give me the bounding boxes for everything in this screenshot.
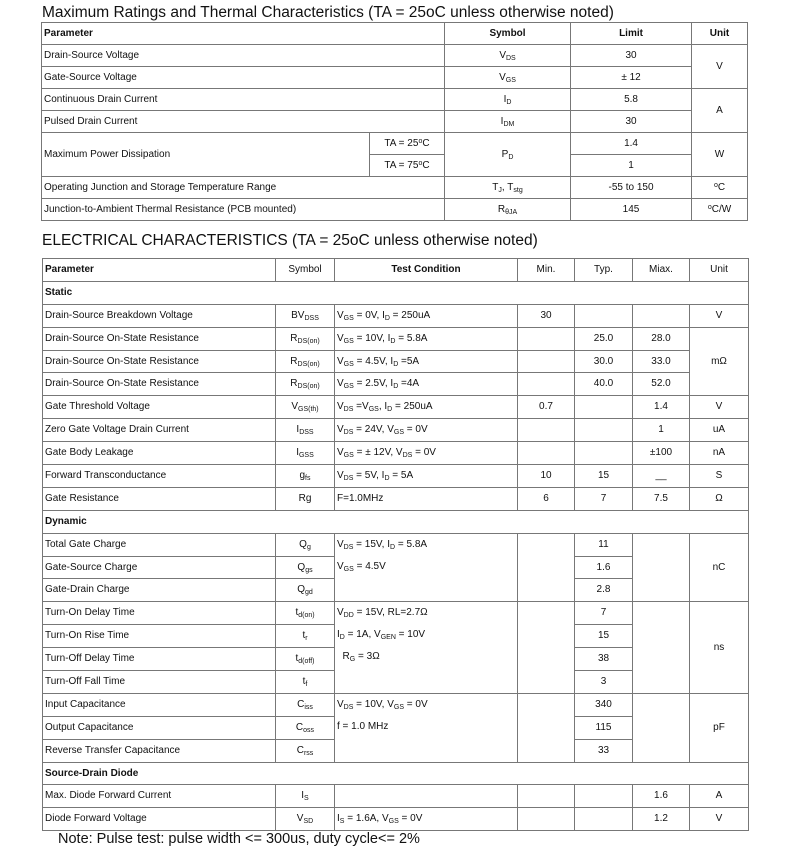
min-cell: 6	[518, 487, 575, 510]
condition-cell: $V_{GS} = 2.5V$, $I_D =4A$	[335, 373, 518, 396]
typ-cell: 3	[575, 671, 633, 694]
max-cell: 1	[633, 419, 690, 442]
table-row	[43, 762, 749, 785]
max-cell: 1.6	[633, 785, 690, 808]
limit-cell: -55 to 150	[571, 177, 692, 199]
typ-cell: 15	[575, 625, 633, 648]
typ-cell	[575, 808, 633, 831]
condition-cell: TA = $75^oC$	[370, 155, 445, 177]
table-header-row	[43, 259, 749, 282]
min-cell: 10	[518, 465, 575, 488]
unit-cell: $^o$C	[692, 177, 748, 199]
param-cell: Total Gate Charge	[43, 533, 276, 556]
typ-cell	[575, 419, 633, 442]
max-cell	[633, 304, 690, 327]
typ-cell: 38	[575, 648, 633, 671]
typ-cell: 33	[575, 739, 633, 762]
header-symbol: Symbol	[445, 23, 571, 45]
unit-cell: nC	[690, 533, 749, 602]
param-cell: Operating Junction and Storage Temperature Range	[42, 177, 445, 199]
typ-cell	[575, 442, 633, 465]
electrical-table	[42, 258, 749, 831]
unit-cell: V	[692, 45, 748, 89]
unit-cell: V	[690, 396, 749, 419]
table-row	[43, 602, 749, 625]
param-cell: Turn-Off Delay Time	[43, 648, 276, 671]
unit-cell: W	[692, 133, 748, 177]
table-row	[43, 396, 749, 419]
section-dynamic: Dynamic	[43, 510, 749, 533]
table-row	[43, 281, 749, 304]
table-row	[43, 465, 749, 488]
symbol-cell: $C_{rss}$	[276, 739, 335, 762]
typ-cell: 15	[575, 465, 633, 488]
limit-cell: 5.8	[571, 89, 692, 111]
table-row	[43, 350, 749, 373]
symbol-cell: $V_{GS}$	[445, 67, 571, 89]
condition-cell: $V_{DD} = 15V$, RL=2.7Ω $I_D = 1A$, $V_{GEN} = 10V$ $R_G = 3\Omega$	[335, 602, 518, 694]
table-row	[42, 45, 748, 67]
typ-cell: 11	[575, 533, 633, 556]
condition-cell: $V_{GS}$ = ± 12V, $V_{DS} = 0V$	[335, 442, 518, 465]
header-limit: Limit	[571, 23, 692, 45]
condition-cell: F=1.0MHz	[335, 487, 518, 510]
max-cell	[633, 693, 690, 762]
min-cell	[518, 327, 575, 350]
header-min: Min.	[518, 259, 575, 282]
param-cell: Zero Gate Voltage Drain Current	[43, 419, 276, 442]
condition-cell: $V_{GS} = 4.5V$, $I_D =5A$	[335, 350, 518, 373]
min-cell	[518, 442, 575, 465]
symbol-cell: $t_f$	[276, 671, 335, 694]
param-cell: Gate-Drain Charge	[43, 579, 276, 602]
table-row	[42, 199, 748, 221]
param-cell: Forward Transconductance	[43, 465, 276, 488]
limit-cell: 145	[571, 199, 692, 221]
symbol-cell: $Q_{gs}$	[276, 556, 335, 579]
symbol-cell: $T_J$, $T_{stg}$	[445, 177, 571, 199]
symbol-cell: $P_D$	[445, 133, 571, 177]
max-cell: 28.0	[633, 327, 690, 350]
symbol-cell: $BV_{DSS}$	[276, 304, 335, 327]
max-cell: ±100	[633, 442, 690, 465]
unit-cell: A	[690, 785, 749, 808]
header-parameter: Parameter	[43, 259, 276, 282]
condition-cell: $I_S = 1.6A$, $V_{GS} = 0V$	[335, 808, 518, 831]
typ-cell: 40.0	[575, 373, 633, 396]
param-cell: Gate-Source Voltage	[42, 67, 445, 89]
symbol-cell: $R_{DS(on)}$	[276, 373, 335, 396]
header-test-condition: Test Condition	[335, 259, 518, 282]
symbol-cell: $I_D$	[445, 89, 571, 111]
table-row	[43, 327, 749, 350]
param-cell: Continuous Drain Current	[42, 89, 445, 111]
max-cell	[633, 602, 690, 694]
header-symbol: Symbol	[276, 259, 335, 282]
symbol-cell: $I_S$	[276, 785, 335, 808]
condition-cell	[335, 785, 518, 808]
header-parameter: Parameter	[42, 23, 445, 45]
unit-cell: nA	[690, 442, 749, 465]
header-max: Miax.	[633, 259, 690, 282]
max-ratings-table	[41, 22, 748, 221]
condition-cell: $V_{DS} = 24V$, $V_{GS} = 0V$	[335, 419, 518, 442]
table-row	[43, 533, 749, 556]
table-row	[43, 304, 749, 327]
min-cell	[518, 533, 575, 602]
table-row	[42, 89, 748, 111]
param-cell: Gate Resistance	[43, 487, 276, 510]
max-cell: 1.2	[633, 808, 690, 831]
unit-cell: A	[692, 89, 748, 133]
max-cell: 1.4	[633, 396, 690, 419]
max-cell	[633, 533, 690, 602]
table-row	[43, 693, 749, 716]
typ-cell: 7	[575, 487, 633, 510]
pulse-test-note: Note: Pulse test: pulse width <= 300us, duty cycle<= 2%	[58, 831, 420, 847]
table-row	[42, 111, 748, 133]
typ-cell: 7	[575, 602, 633, 625]
header-unit: Unit	[692, 23, 748, 45]
max-cell: 7.5	[633, 487, 690, 510]
unit-cell: V	[690, 304, 749, 327]
table-row	[43, 419, 749, 442]
table-row	[43, 373, 749, 396]
unit-cell: Ω	[690, 487, 749, 510]
min-cell	[518, 419, 575, 442]
table-row	[43, 785, 749, 808]
typ-cell: 340	[575, 693, 633, 716]
typ-cell: 1.6	[575, 556, 633, 579]
typ-cell: 2.8	[575, 579, 633, 602]
symbol-cell: $t_{d(off)}$	[276, 648, 335, 671]
condition-cell: $V_{DS} = 5V$, $I_D = 5A$	[335, 465, 518, 488]
param-cell: Gate Threshold Voltage	[43, 396, 276, 419]
limit-cell: 30	[571, 111, 692, 133]
condition-cell: $V_{DS} = 10V$, $V_{GS} = 0V$ f = 1.0 MHz	[335, 693, 518, 762]
typ-cell: 25.0	[575, 327, 633, 350]
symbol-cell: $R_{DS(on)}$	[276, 350, 335, 373]
min-cell	[518, 350, 575, 373]
symbol-cell: $R_{DS(on)}$	[276, 327, 335, 350]
param-cell: Drain-Source On-State Resistance	[43, 373, 276, 396]
unit-cell: ns	[690, 602, 749, 694]
condition-cell: TA = $25^oC$	[370, 133, 445, 155]
table-row	[43, 808, 749, 831]
condition-cell: $V_{GS} = 10V$, $I_D = 5.8A$	[335, 327, 518, 350]
min-cell	[518, 808, 575, 831]
header-unit: Unit	[690, 259, 749, 282]
symbol-cell: $Q_{gd}$	[276, 579, 335, 602]
param-cell: Drain-Source On-State Resistance	[43, 350, 276, 373]
limit-cell: 1	[571, 155, 692, 177]
symbol-cell: $V_{DS}$	[445, 45, 571, 67]
param-cell: Drain-Source Voltage	[42, 45, 445, 67]
table-row	[42, 133, 748, 155]
param-cell: Max. Diode Forward Current	[43, 785, 276, 808]
param-cell: Turn-On Rise Time	[43, 625, 276, 648]
symbol-cell: $I_{GSS}$	[276, 442, 335, 465]
section-static: Static	[43, 281, 749, 304]
symbol-cell: Rg	[276, 487, 335, 510]
condition-cell: $V_{DS} = 15V$, $I_D = 5.8A$ $V_{GS} = 4.5V$	[335, 533, 518, 602]
unit-cell: S	[690, 465, 749, 488]
symbol-cell: $I_{DSS}$	[276, 419, 335, 442]
table-row	[43, 442, 749, 465]
symbol-cell: $V_{SD}$	[276, 808, 335, 831]
symbol-cell: $V_{GS(th)}$	[276, 396, 335, 419]
min-cell: 0.7	[518, 396, 575, 419]
min-cell	[518, 785, 575, 808]
symbol-cell: $t_{d(on)}$	[276, 602, 335, 625]
param-cell: Pulsed Drain Current	[42, 111, 445, 133]
symbol-cell: $t_r$	[276, 625, 335, 648]
unit-cell: mΩ	[690, 327, 749, 396]
param-cell: Input Capacitance	[43, 693, 276, 716]
limit-cell: 1.4	[571, 133, 692, 155]
limit-cell: ± 12	[571, 67, 692, 89]
unit-cell: pF	[690, 693, 749, 762]
max-cell: 52.0	[633, 373, 690, 396]
typ-cell: 115	[575, 716, 633, 739]
typ-cell	[575, 396, 633, 419]
table-row	[42, 177, 748, 199]
table-row	[42, 67, 748, 89]
header-typ: Typ.	[575, 259, 633, 282]
limit-cell: 30	[571, 45, 692, 67]
param-cell: Junction-to-Ambient Thermal Resistance (PCB mounted)	[42, 199, 445, 221]
min-cell	[518, 373, 575, 396]
typ-cell	[575, 785, 633, 808]
unit-cell: V	[690, 808, 749, 831]
param-cell: Drain-Source On-State Resistance	[43, 327, 276, 350]
symbol-cell: $R_{\theta JA}$	[445, 199, 571, 221]
condition-cell: $V_{GS} = 0V$, $I_D = 250uA$	[335, 304, 518, 327]
max-cell: 33.0	[633, 350, 690, 373]
typ-cell: 30.0	[575, 350, 633, 373]
min-cell: 30	[518, 304, 575, 327]
unit-cell: $^o$C/W	[692, 199, 748, 221]
param-cell: Drain-Source Breakdown Voltage	[43, 304, 276, 327]
table-header-row	[42, 23, 748, 45]
max-ratings-title: Maximum Ratings and Thermal Characteristics (TA = 25oC unless otherwise noted)	[42, 4, 614, 21]
symbol-cell: $g_{fs}$	[276, 465, 335, 488]
param-cell: Turn-On Delay Time	[43, 602, 276, 625]
symbol-cell: $C_{oss}$	[276, 716, 335, 739]
symbol-cell: $C_{iss}$	[276, 693, 335, 716]
typ-cell	[575, 304, 633, 327]
symbol-cell: $Q_g$	[276, 533, 335, 556]
max-cell: __	[633, 465, 690, 488]
min-cell	[518, 602, 575, 694]
condition-cell: $V_{DS} =V_{GS}$, $I_D = 250uA$	[335, 396, 518, 419]
param-cell: Diode Forward Voltage	[43, 808, 276, 831]
param-cell: Reverse Transfer Capacitance	[43, 739, 276, 762]
param-cell: Output Capacitance	[43, 716, 276, 739]
electrical-title: ELECTRICAL CHARACTERISTICS (TA = 25oC unless otherwise noted)	[42, 232, 538, 249]
table-row	[43, 487, 749, 510]
table-row	[43, 510, 749, 533]
param-cell: Gate-Source Charge	[43, 556, 276, 579]
symbol-cell: $I_{DM}$	[445, 111, 571, 133]
section-diode: Source-Drain Diode	[43, 762, 749, 785]
param-cell: Maximum Power Dissipation	[42, 133, 370, 177]
unit-cell: uA	[690, 419, 749, 442]
param-cell: Turn-Off Fall Time	[43, 671, 276, 694]
min-cell	[518, 693, 575, 762]
param-cell: Gate Body Leakage	[43, 442, 276, 465]
